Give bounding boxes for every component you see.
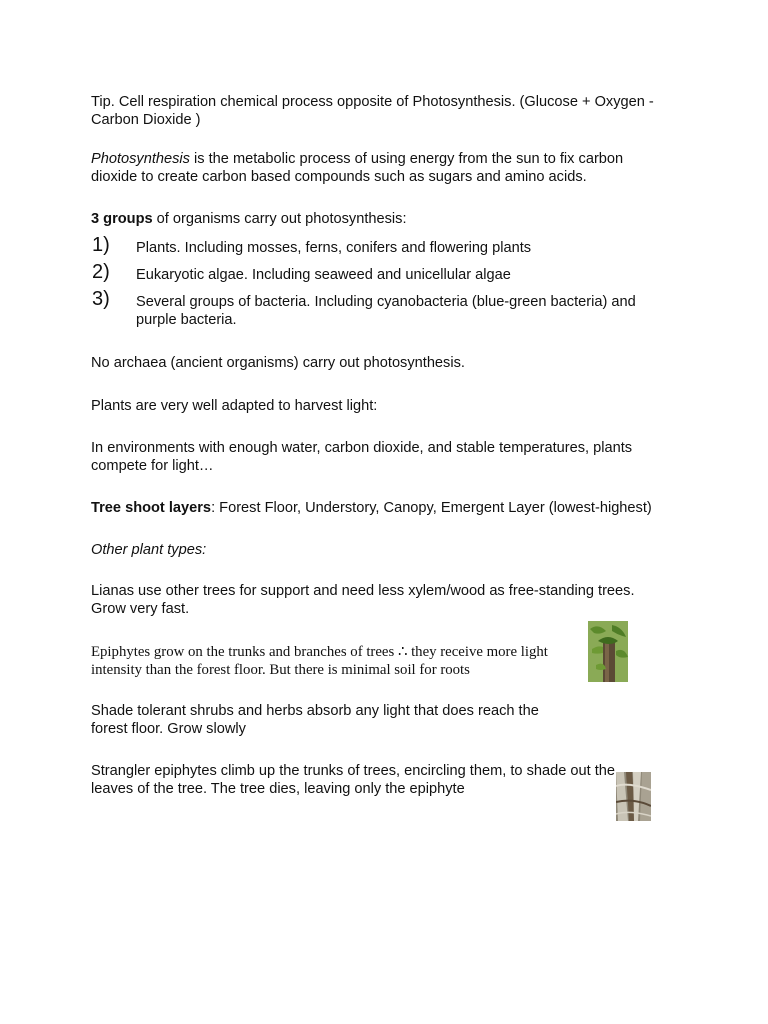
photosynthesis-paragraph xyxy=(91,150,651,186)
groups-intro xyxy=(91,210,407,228)
other-types-text: Other plant types: xyxy=(91,542,207,558)
layers-paragraph xyxy=(91,499,652,517)
compete-paragraph: In environments with enough water, carbon dioxide, and stable temperatures, plants compete for light… xyxy=(91,440,633,474)
tip-paragraph: Tip. Cell respiration chemical process opposite of Photosynthesis. (Glucose + Oxygen - Carbon Dioxide ) xyxy=(91,94,654,128)
photosynthesis-definition: is the metabolic process of using energy from the sun to fix carbon dioxide to create carbon based compounds such as sugars and amino acids. xyxy=(91,151,624,185)
archaea-paragraph: No archaea (ancient organisms) carry out photosynthesis. xyxy=(91,355,465,371)
strangler-image-icon xyxy=(616,772,651,821)
layers-rest: : Forest Floor, Understory, Canopy, Emergent Layer (lowest-highest) xyxy=(211,500,652,516)
layers-bold: Tree shoot layers xyxy=(91,500,212,516)
list-item: Several groups of bacteria. Including cyanobacteria (blue-green bacteria) and purple bacteria. xyxy=(136,294,636,328)
shade-paragraph: Shade tolerant shrubs and herbs absorb any light that does reach the forest floor. Grow slowly xyxy=(91,703,539,737)
strangler-photo xyxy=(616,772,651,821)
epiphyte-image-icon xyxy=(588,621,628,682)
other-types-heading xyxy=(91,541,206,559)
strangler-paragraph: Strangler epiphytes climb up the trunks of trees, encircling them, to shade out the leaves of the tree. The tree dies, leaving only the epiphyte xyxy=(91,763,616,797)
epiphyte-photo xyxy=(588,621,628,682)
list-item: Eukaryotic algae. Including seaweed and unicellular algae xyxy=(136,267,511,283)
groups-rest: of organisms carry out photosynthesis: xyxy=(152,211,407,227)
list-item: Plants. Including mosses, ferns, conifers and flowering plants xyxy=(136,240,532,256)
epiphytes-paragraph: Epiphytes grow on the trunks and branches of trees ∴ they receive more light intensity than the forest floor. But there is minimal soil for roots xyxy=(91,644,548,678)
photosynthesis-term: Photosynthesis xyxy=(91,151,190,167)
groups-bold: 3 groups xyxy=(91,211,153,227)
list-number: 2) xyxy=(92,261,110,283)
lianas-paragraph: Lianas use other trees for support and need less xylem/wood as free-standing trees. Grow very fast. xyxy=(91,583,635,617)
list-number: 3) xyxy=(92,288,110,310)
list-number: 1) xyxy=(92,234,110,256)
adapted-paragraph: Plants are very well adapted to harvest light: xyxy=(91,398,378,414)
